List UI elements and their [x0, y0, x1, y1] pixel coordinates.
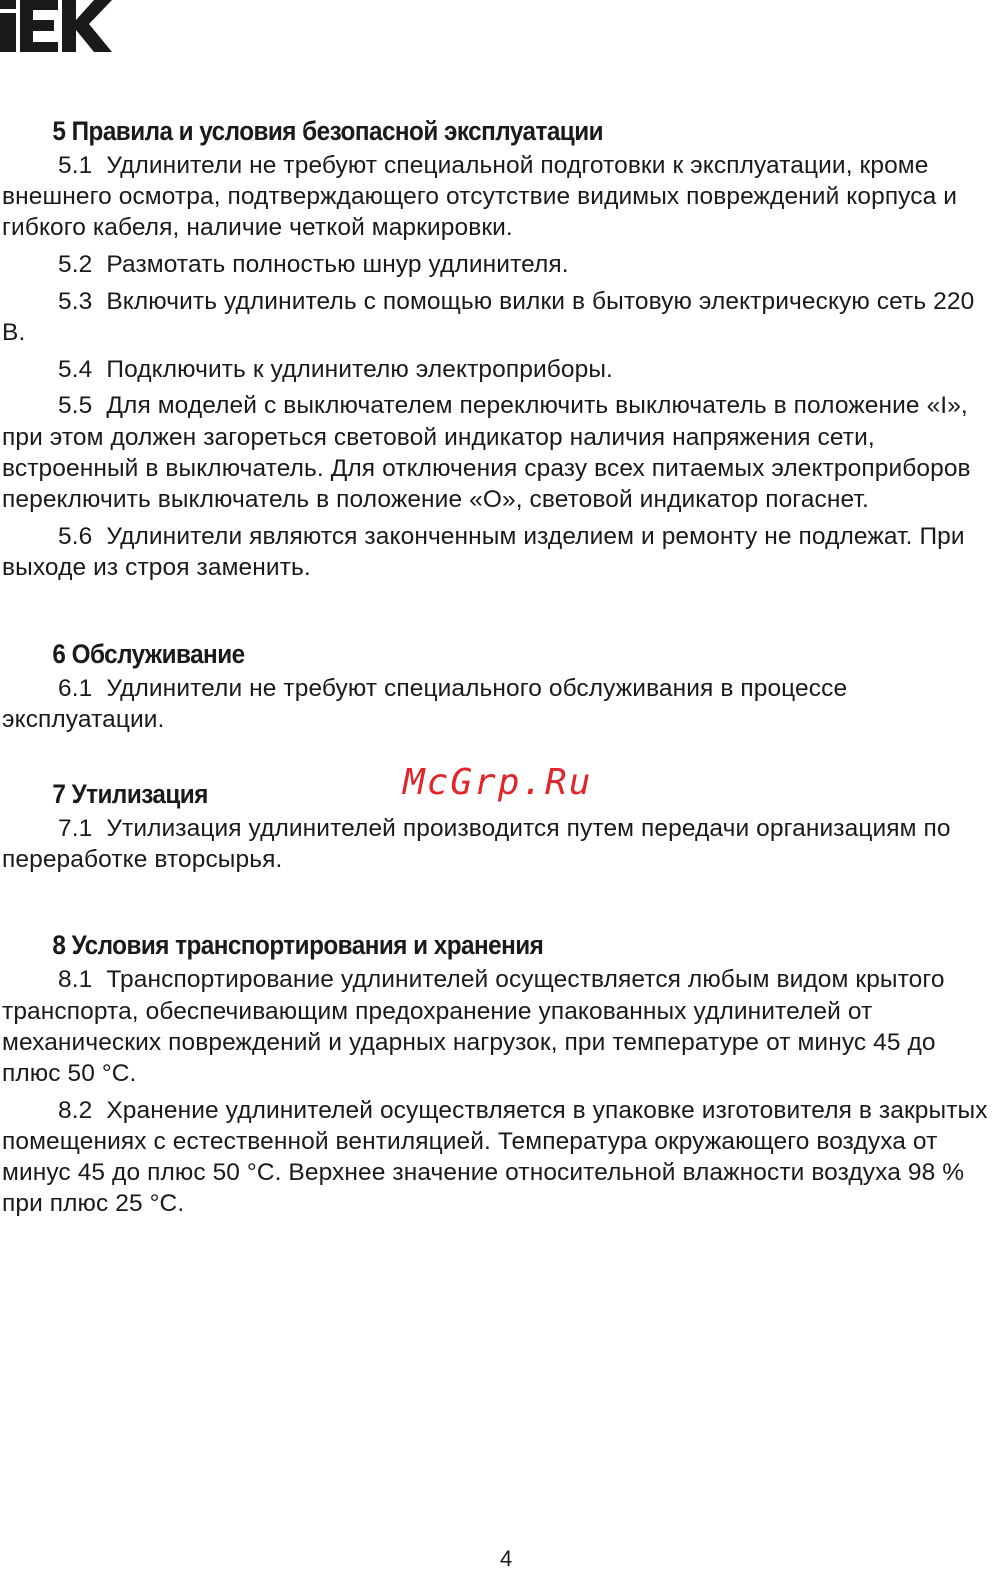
paragraph — [2, 813, 994, 875]
paragraph-text: Удлинители не требуют специальной подготовки к эксплуатации, кроме внешнего осмотра, подтверждающего отсутствие видимых повреждений корпуса и гибкого кабеля, наличие четкой маркировки. — [2, 152, 958, 242]
paragraph-number: 8.2 — [58, 1096, 93, 1124]
paragraph-text: Удлинители не требуют специального обслуживания в процессе эксплуатации. — [2, 674, 848, 733]
paragraph-text: Для моделей с выключателем переключить выключатель в положение «I», при этом должен загореться световой индикатор наличия напряжения сети, встроенный в выключатель. Для отключения сразу всех питаемых электроприборов переключить выключатель в положение «O», световой индикатор погаснет. — [2, 392, 971, 514]
paragraph — [2, 964, 994, 1089]
paragraph-text: Хранение удлинителей осуществляется в упаковке изготовителя в закрытых помещениях с естественной вентиляцией. Температура окружающего воздуха от минус 45 до плюс 50 °C. Верхнее значение относительной влажности воздуха 98 % при плюс 25 °C. — [2, 1096, 988, 1218]
paragraph-text: Размотать полностью шнур удлинителя. — [106, 251, 569, 279]
paragraph-number: 5.2 — [58, 251, 93, 279]
paragraph — [2, 390, 994, 515]
paragraph-number: 5.1 — [58, 152, 93, 179]
paragraph-number: 8.1 — [58, 966, 93, 994]
watermark-text: McGrp.Ru — [403, 762, 593, 803]
paragraph-number: 5.4 — [58, 355, 93, 383]
paragraph — [2, 150, 994, 244]
section-5 — [2, 112, 994, 583]
paragraph-text: Транспортирование удлинителей осуществляется любым видом крытого транспорта, обеспечивающим предохранение упакованных удлинителей от механических повреждений и ударных нагрузок, при температуре от минус 45 до плюс 50 °C. — [2, 966, 945, 1088]
paragraph — [2, 354, 994, 385]
paragraph — [2, 521, 994, 583]
paragraph-text: Удлинители являются законченным изделием и ремонту не подлежат. При выходе из строя заменить. — [2, 522, 965, 581]
paragraph-number: 5.5 — [58, 392, 93, 420]
page-number: 4 — [500, 1546, 513, 1571]
paragraph — [2, 1095, 994, 1220]
iek-logo-mark — [0, 0, 112, 52]
section-heading: 6 Обслуживание — [52, 638, 245, 669]
document-body — [2, 112, 994, 1225]
section-heading: 8 Условия транспортирования и хранения — [52, 930, 544, 961]
paragraph-number: 6.1 — [58, 674, 93, 702]
paragraph — [2, 249, 994, 280]
paragraph-number: 7.1 — [58, 814, 93, 842]
paragraph — [2, 286, 994, 348]
paragraph-text: Включить удлинитель с помощью вилки в бытовую электрическую сеть 220 В. — [2, 287, 975, 347]
paragraph-text: Подключить к удлинителю электроприборы. — [106, 355, 613, 383]
paragraph-number: 5.6 — [58, 522, 93, 550]
section-6 — [2, 635, 994, 735]
paragraph — [2, 673, 994, 735]
paragraph-number: 5.3 — [58, 287, 93, 315]
section-heading: 7 Утилизация — [52, 778, 208, 809]
iek-logo — [0, 0, 112, 52]
paragraph-text: Утилизация удлинителей производится путем передачи организациям по переработке вторсырья. — [2, 814, 951, 873]
section-8 — [2, 926, 994, 1219]
section-heading: 5 Правила и условия безопасной эксплуатации — [52, 116, 604, 146]
